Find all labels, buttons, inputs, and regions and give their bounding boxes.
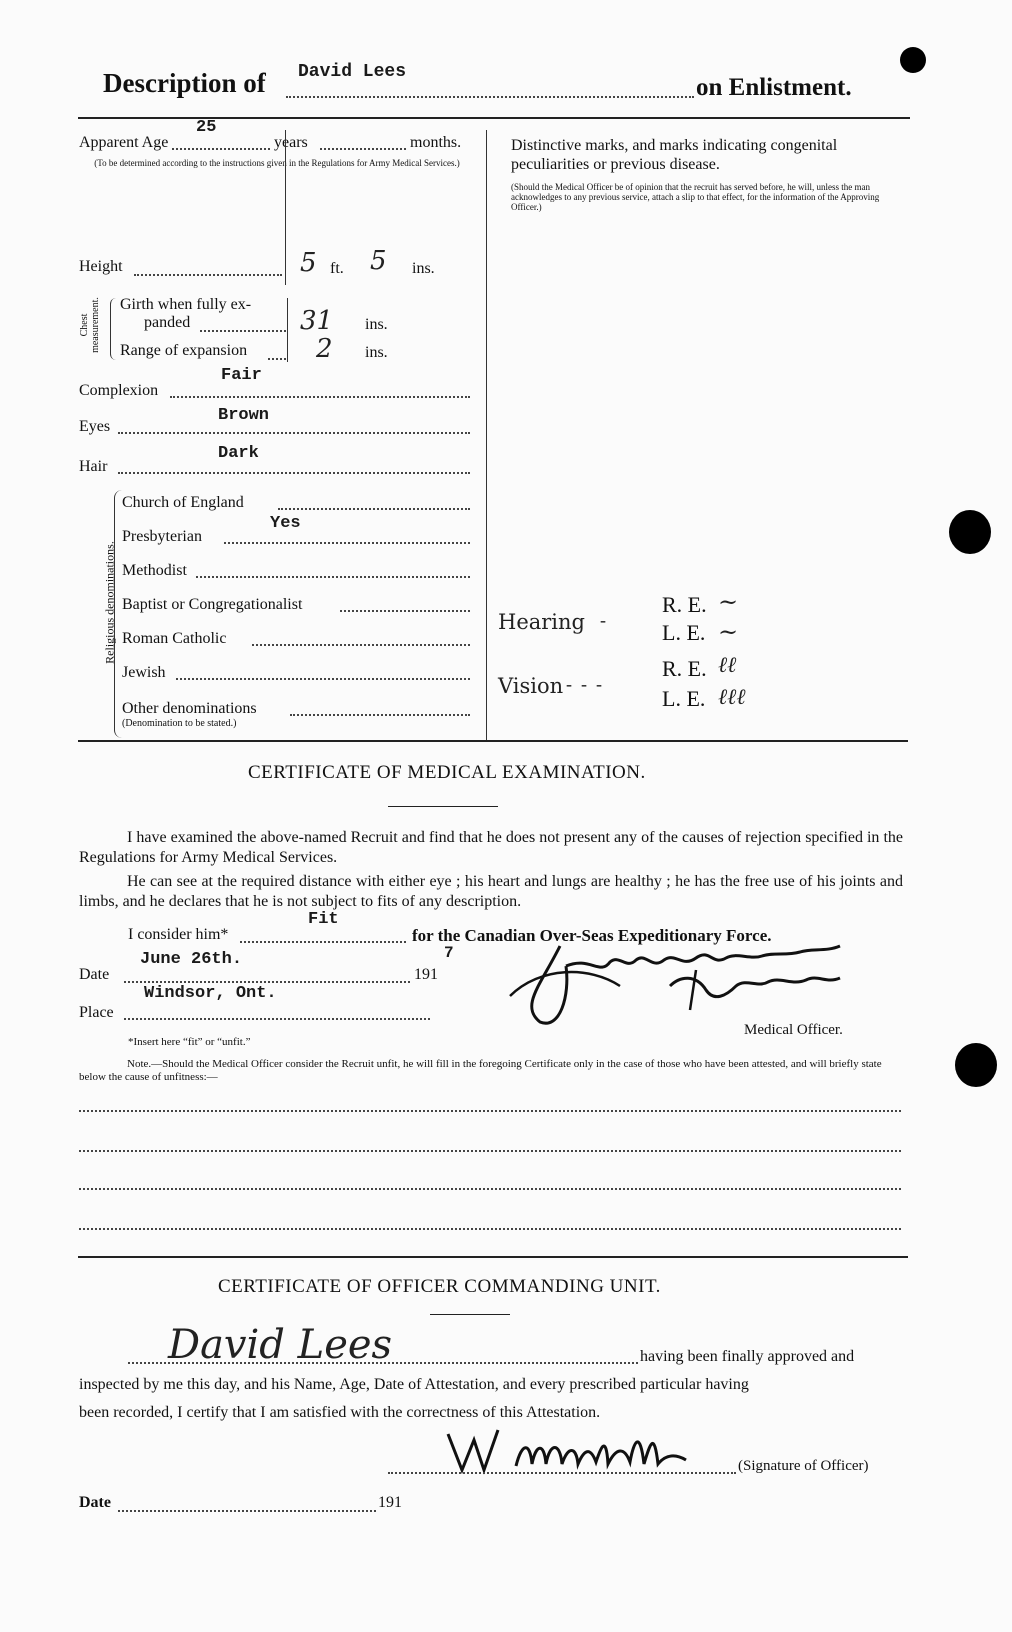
height-label: Height bbox=[79, 258, 123, 275]
religion-line bbox=[278, 508, 470, 510]
girth-line bbox=[200, 330, 286, 332]
eyes-value: Brown bbox=[218, 406, 270, 425]
religion-value: Yes bbox=[270, 514, 301, 533]
religion-line bbox=[224, 542, 470, 544]
year-prefix: 191 bbox=[414, 966, 438, 983]
girth-label-1: Girth when fully ex- bbox=[120, 296, 252, 313]
unfitness-line bbox=[79, 1110, 901, 1112]
eyes-label: Eyes bbox=[79, 418, 111, 435]
range-line bbox=[268, 358, 286, 360]
months-label: months. bbox=[410, 134, 462, 151]
commanding-line-3: been recorded, I certify that I am satisfied with the correctness of this Attestation. bbox=[79, 1404, 601, 1421]
header-name-line bbox=[286, 96, 694, 98]
height-divider bbox=[285, 130, 286, 285]
header-title-left: Description of bbox=[103, 68, 266, 98]
approved-text: having been finally approved and bbox=[640, 1348, 855, 1365]
religion-label: Other denominations bbox=[122, 700, 257, 717]
ft-label: ft. bbox=[330, 260, 344, 277]
section-rule bbox=[78, 740, 908, 742]
vision-r-mark: ℓℓ bbox=[718, 653, 737, 678]
recruit-signature-line bbox=[128, 1362, 638, 1364]
hearing-l-mark: ~ bbox=[718, 618, 739, 646]
punch-hole bbox=[949, 510, 991, 554]
hearing-r: R. E. bbox=[662, 592, 707, 617]
vision-l-mark: ℓℓℓ bbox=[718, 685, 746, 710]
place-label: Place bbox=[79, 1004, 114, 1021]
commanding-date-line bbox=[118, 1510, 376, 1512]
medical-officer-label: Medical Officer. bbox=[744, 1022, 843, 1038]
commanding-date-label: Date bbox=[79, 1494, 111, 1511]
ins-label: ins. bbox=[412, 260, 435, 277]
eyes-line bbox=[118, 432, 470, 434]
religion-label: Jewish bbox=[122, 664, 166, 681]
commanding-officer-signature bbox=[440, 1420, 730, 1480]
range-label: Range of expansion bbox=[120, 342, 248, 359]
consider-line bbox=[240, 941, 406, 943]
hearing-label: Hearing bbox=[498, 610, 585, 634]
marks-heading: Distinctive marks, and marks indicating congenital peculiarities or previous disease. bbox=[511, 137, 838, 173]
height-ft-value: 5 bbox=[300, 248, 317, 278]
religion-label: Presbyterian bbox=[122, 528, 202, 545]
vision-dashes: - - - bbox=[566, 674, 602, 694]
age-line bbox=[172, 148, 270, 150]
girth-value: 31 bbox=[300, 306, 334, 336]
recruit-name: David Lees bbox=[298, 62, 407, 82]
complexion-line bbox=[170, 396, 470, 398]
header-title-right: on Enlistment. bbox=[696, 74, 852, 101]
unfitness-line bbox=[79, 1188, 901, 1190]
medical-note: Note.—Should the Medical Officer consider the Recruit unfit, he will fill in the foregoing Certificate only in the case of those who have been attested, and will briefly state below the cause of unfitness:— bbox=[79, 1058, 882, 1083]
age-label: Apparent Age bbox=[79, 134, 169, 151]
commanding-year-prefix: 191 bbox=[378, 1494, 402, 1511]
chest-divider bbox=[287, 298, 288, 362]
commanding-title-underline bbox=[430, 1314, 510, 1315]
recruit-signature: David Lees bbox=[168, 1322, 393, 1368]
religion-line bbox=[252, 644, 470, 646]
age-value: 25 bbox=[196, 118, 217, 137]
unfitness-line bbox=[79, 1228, 901, 1230]
range-ins-label: ins. bbox=[365, 344, 388, 361]
hearing-l: L. E. bbox=[662, 620, 706, 645]
hair-line bbox=[118, 472, 470, 474]
column-divider bbox=[486, 130, 487, 740]
hearing-dash: - bbox=[600, 610, 606, 630]
years-label: years bbox=[274, 134, 308, 151]
complexion-value: Fair bbox=[221, 366, 262, 385]
years-line bbox=[320, 148, 406, 150]
date-label: Date bbox=[79, 966, 110, 983]
commanding-signature-line bbox=[388, 1472, 736, 1474]
religion-line bbox=[290, 714, 470, 716]
complexion-label: Complexion bbox=[79, 382, 159, 399]
place-value: Windsor, Ont. bbox=[144, 984, 277, 1003]
girth-ins-label: ins. bbox=[365, 316, 388, 333]
commanding-line-2: inspected by me this day, and his Name, Age, Date of Attestation, and every prescribed particular having bbox=[79, 1376, 749, 1393]
vision-l: L. E. bbox=[662, 686, 706, 711]
medical-para-1: I have examined the above-named Recruit and find that he does not present any of the causes of rejection specified in the Regulations for Army Medical Services. bbox=[79, 829, 903, 866]
punch-hole bbox=[955, 1043, 997, 1087]
marks-note: (Should the Medical Officer be of opinion that the recruit has served before, he will, unless the man acknowledges to any previous service, attach a slip to that effect, for the information of the Approving Officer.) bbox=[511, 182, 880, 212]
range-value: 2 bbox=[316, 334, 333, 364]
hearing-r-mark: ~ bbox=[718, 588, 739, 616]
medical-para-2: He can see at the required distance with either eye ; his heart and lungs are healthy ; he has the free use of his joints and limbs, and he declares that he is not subject to fits of any description. bbox=[79, 873, 903, 910]
year-suffix-value: 7 bbox=[444, 944, 454, 962]
girth-label-2: panded bbox=[144, 314, 191, 331]
punch-hole bbox=[900, 47, 926, 73]
hair-value: Dark bbox=[218, 444, 259, 463]
consider-label: I consider him* bbox=[128, 926, 229, 943]
medical-title-underline bbox=[388, 806, 498, 807]
height-in-value: 5 bbox=[370, 246, 387, 276]
hair-label: Hair bbox=[79, 458, 108, 475]
unfitness-line bbox=[79, 1150, 901, 1152]
religion-label: Roman Catholic bbox=[122, 630, 227, 647]
religion-label: Church of England bbox=[122, 494, 244, 511]
medical-officer-signature bbox=[500, 926, 890, 1036]
religion-label: Baptist or Congregationalist bbox=[122, 596, 303, 613]
religion-line bbox=[196, 576, 470, 578]
date-line bbox=[124, 981, 410, 983]
insert-note: *Insert here “fit” or “unfit.” bbox=[128, 1036, 251, 1048]
religion-line bbox=[340, 610, 470, 612]
age-note: (To be determined according to the instructions given in the Regulations for Army Medical Services.) bbox=[94, 158, 460, 168]
signature-label: (Signature of Officer) bbox=[738, 1458, 869, 1474]
religion-other-note: (Denomination to be stated.) bbox=[122, 718, 237, 729]
chest-bracket bbox=[110, 298, 119, 360]
place-line bbox=[124, 1018, 430, 1020]
religion-label: Methodist bbox=[122, 562, 187, 579]
commanding-title: CERTIFICATE OF OFFICER COMMANDING UNIT. bbox=[218, 1276, 661, 1297]
chest-side-label: Chest measurement. bbox=[79, 297, 101, 353]
medical-title: CERTIFICATE OF MEDICAL EXAMINATION. bbox=[248, 762, 646, 783]
vision-label: Vision bbox=[498, 674, 564, 698]
height-line bbox=[134, 274, 282, 276]
religion-line bbox=[176, 678, 470, 680]
force-text: for the Canadian Over-Seas Expeditionary Force. bbox=[412, 926, 772, 945]
vision-r: R. E. bbox=[662, 656, 707, 681]
date-value: June 26th. bbox=[140, 950, 243, 969]
religion-side-label: Religious denominations. bbox=[102, 541, 117, 664]
section-rule bbox=[78, 1256, 908, 1258]
consider-value: Fit bbox=[308, 910, 339, 929]
